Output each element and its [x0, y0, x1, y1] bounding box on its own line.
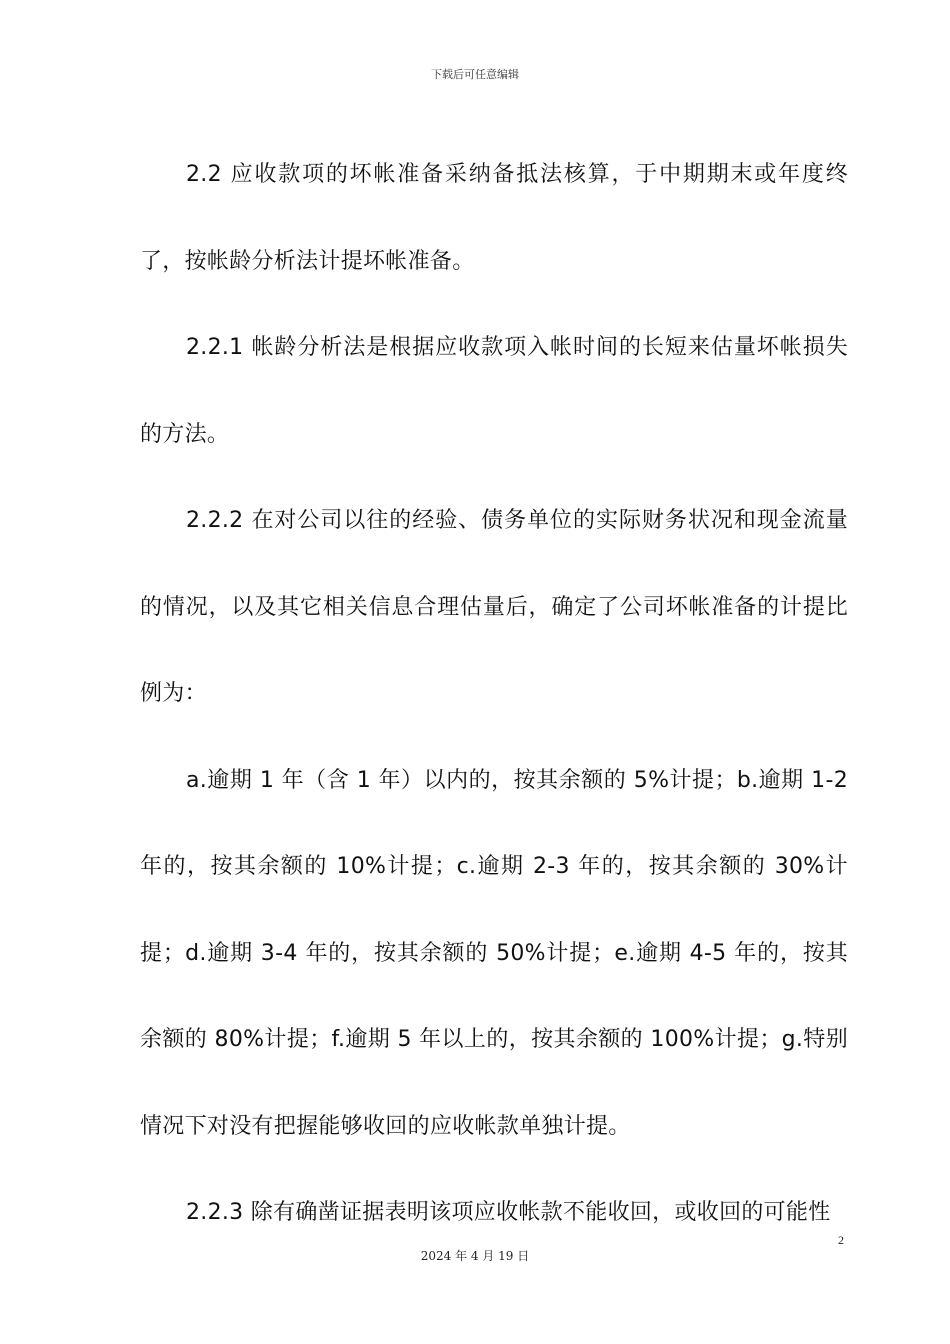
paragraph-provision-ratios: a.逾期 1 年（含 1 年）以内的，按其余额的 5%计提；b.逾期 1-2 年的，按其余额的 10%计提；c.逾期 2-3 年的，按其余额的 30%计提；d.逾期 3-4 年的，按其余额的 50%计提；e.逾期 4-5 年的，按其余额的 80%计提；f.逾期 5 年以上的，按其余额的 100%计提；g.特别情况下对没有把握能够收回的应收帐款单独计提。 [140, 767, 848, 1139]
paragraph-2-2-2: 2.2.2 在对公司以往的经验、债务单位的实际财务状况和现金流量的情况，以及其它相关信息合理估量后，确定了公司坏帐准备的计提比例为： [140, 508, 848, 706]
page-number: 2 [838, 1233, 844, 1247]
paragraph-2-2-1: 2.2.1 帐龄分析法是根据应收款项入帐时间的长短来估量坏帐损失的方法。 [140, 335, 848, 447]
paragraph-2-2: 2.2 应收款项的坏帐准备采纳备抵法核算，于中期期末或年度终了，按帐龄分析法计提坏帐准备。 [140, 162, 848, 274]
page-footer-date: 2024 年 4 月 19 日 [420, 1249, 530, 1263]
page-header: 下载后可任意编辑 [431, 68, 519, 81]
document-body [140, 132, 848, 1257]
paragraph-2-2-3: 2.2.3 除有确凿证据表明该项应收帐款不能收回，或收回的可能性 [186, 1200, 831, 1225]
